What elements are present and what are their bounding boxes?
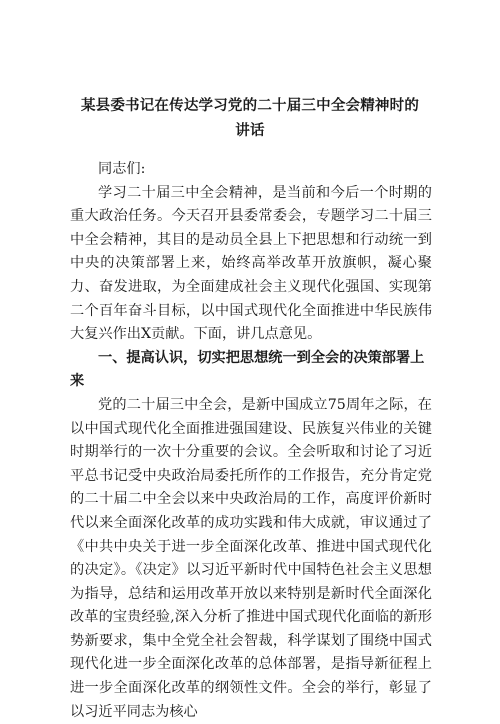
paragraph-section-1: 党的二十届三中全会，是新中国成立75周年之际，在以中国式现代化全面推进强国建设、民族复兴伟业的关键时期举行的一次十分重要的会议。全会听取和讨论了习近平总书记受中央政治局委托所作的工作报告，充分肯定党的二十届二中全会以来中央政治局的工作，高度评价新时代以来全面深化改革的成功实践和伟大成就，审议通过了《中共中央关于进一步全面深化改革、推进中国式现代化的决定》。《决定》以习近平新时代中国特色社会主义思想为指导，总结和运用改革开放以来特别是新时代全面深化改革的宝贵经验,深入分析了推进中国式现代化面临的新形势新要求，集中全党全社会智裁，科学谋划了围绕中国式现代化进一步全面深化改革的总体部署，是指导新征程上进一步全面深化改革的纲领性文件。全会的举行，彰显了以习近平同志为核心 — [70, 396, 432, 720]
paragraph-intro: 学习二十届三中全会精神，是当前和今后一个时期的重大政治任务。今天召开县委常委会，专题学习二十届三中全会精神，其目的是动员全县上下把思想和行动统一到中央的决策部署上来，始终高举改革开放旗帜，凝心聚力、奋发进取，为全面建成社会主义现代化强国、实现第二个百年奋斗目标，以中国式现代化全面推进中华民族伟大复兴作出X贡献。下面，讲几点意见。 — [70, 184, 432, 343]
document-body — [70, 158, 432, 724]
document-title — [0, 93, 500, 143]
title-line-1: 某县委书记在传达学习党的二十届三中全会精神时的 — [80, 97, 420, 114]
section-heading-1: 一、提高认识，切实把思想统一到全会的决策部署上来 — [70, 349, 425, 390]
greeting: 同志们: — [98, 161, 146, 177]
title-line-2: 讲话 — [235, 122, 265, 139]
